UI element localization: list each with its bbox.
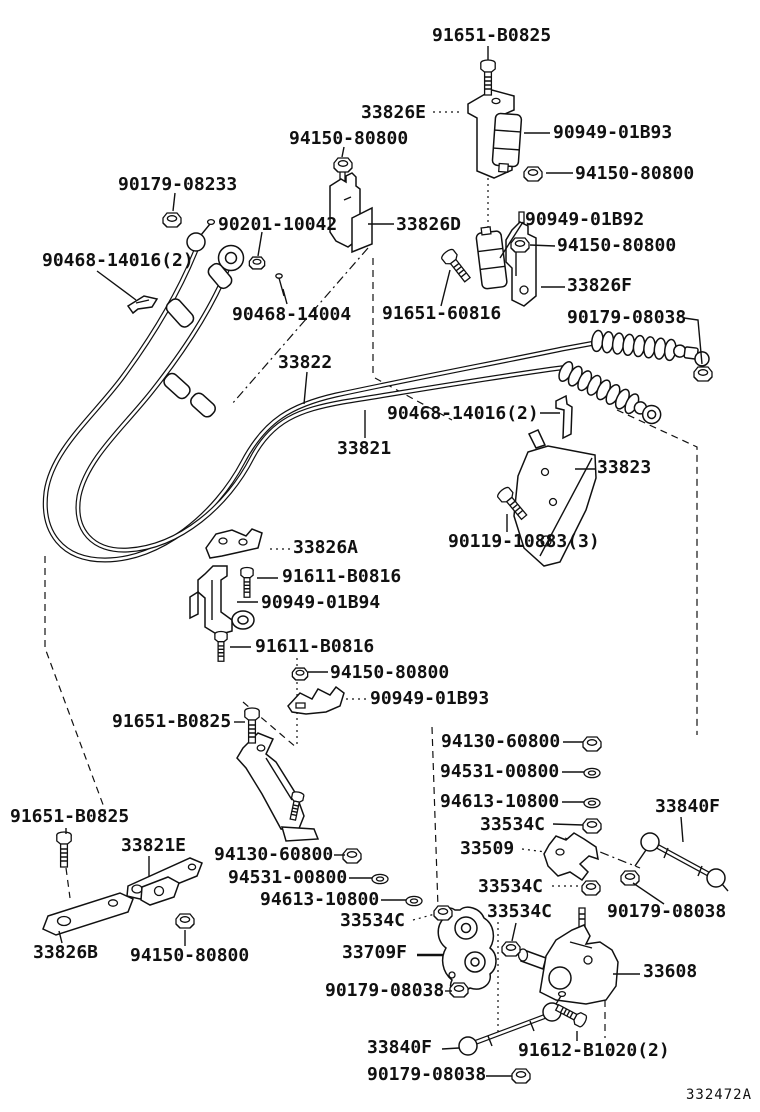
part-label-91651-b0825: 91651-B0825 — [10, 806, 130, 827]
part-label-33826e: 33826E — [361, 102, 427, 123]
part-label-94613-10800: 94613-10800 — [260, 889, 380, 910]
part-label-94150-80800: 94150-80800 — [289, 128, 409, 149]
part-label-33826a: 33826A — [293, 537, 359, 558]
lever-33509 — [544, 833, 598, 880]
part-label-94150-80800: 94150-80800 — [330, 662, 450, 683]
part-label-90179-08038: 90179-08038 — [325, 980, 445, 1001]
cable-boot-upper — [590, 330, 710, 367]
bracket-33826a — [206, 529, 262, 558]
part-label-91611-b0816: 91611-B0816 — [255, 636, 375, 657]
part-label-91651-60816: 91651-60816 — [382, 303, 502, 324]
part-label-94150-80800: 94150-80800 — [557, 235, 677, 256]
bracket-33826c — [237, 733, 318, 841]
part-label-90468-14004: 90468-14004 — [232, 304, 352, 325]
part-label-90119-10883(3): 90119-10883(3) — [448, 531, 600, 552]
bracket-33608 — [519, 908, 619, 1004]
part-label-94531-00800: 94531-00800 — [228, 867, 348, 888]
part-label-90179-08038: 90179-08038 — [607, 901, 727, 922]
part-label-33822: 33822 — [278, 352, 333, 373]
part-label-33821: 33821 — [337, 438, 392, 459]
bolt-91651-60816 — [440, 248, 473, 284]
part-label-94531-00800: 94531-00800 — [440, 761, 560, 782]
part-label-91611-b0816: 91611-B0816 — [282, 566, 402, 587]
part-label-332472a: 332472A — [686, 1087, 753, 1103]
part-label-90468-14016(2): 90468-14016(2) — [42, 250, 194, 271]
link-33821e — [127, 858, 202, 905]
bolt-91611-b0816-a — [241, 568, 253, 598]
part-label-90179-08038: 90179-08038 — [567, 307, 687, 328]
part-label-33534c: 33534C — [487, 901, 553, 922]
bolt-91611-b0816-b — [215, 632, 227, 662]
part-label-94150-80800: 94150-80800 — [575, 163, 695, 184]
part-label-33509: 33509 — [460, 838, 515, 859]
part-label-33826d: 33826D — [396, 214, 462, 235]
part-label-33534c: 33534C — [340, 910, 406, 931]
part-label-33840f: 33840F — [655, 796, 721, 817]
clip-90468-14016-b — [556, 396, 572, 438]
part-label-94613-10800: 94613-10800 — [440, 791, 560, 812]
part-label-94130-60800: 94130-60800 — [214, 844, 334, 865]
part-label-90201-10042: 90201-10042 — [218, 214, 338, 235]
damper-90949-01b93-mid — [288, 687, 344, 714]
rod-33840f-upper — [635, 833, 728, 891]
cable-boot-lower — [556, 360, 665, 427]
bracket-33826d — [330, 168, 372, 252]
damper-90949-01b92 — [475, 226, 507, 290]
part-label-90179-08038: 90179-08038 — [367, 1064, 487, 1085]
part-label-33534c: 33534C — [480, 814, 546, 835]
part-label-90179-08233: 90179-08233 — [118, 174, 238, 195]
bracket-33826b — [43, 893, 133, 935]
part-label-90949-01b92: 90949-01B92 — [525, 209, 645, 230]
part-label-94130-60800: 94130-60800 — [441, 731, 561, 752]
damper-90949-01b93-top — [492, 113, 522, 173]
part-label-90468-14016(2): 90468-14016(2) — [387, 403, 539, 424]
part-label-33709f: 33709F — [342, 942, 408, 963]
part-label-33821e: 33821E — [121, 835, 187, 856]
part-label-33826f: 33826F — [567, 275, 633, 296]
part-label-90949-01b94: 90949-01B94 — [261, 592, 381, 613]
cable-ball-end — [187, 220, 214, 251]
cable-ferrules — [162, 261, 235, 419]
part-label-33823: 33823 — [597, 457, 652, 478]
part-label-91612-b1020(2): 91612-B1020(2) — [518, 1040, 670, 1061]
part-label-90949-01b93: 90949-01B93 — [553, 122, 673, 143]
part-label-33840f: 33840F — [367, 1037, 433, 1058]
part-label-94150-80800: 94150-80800 — [130, 945, 250, 966]
part-label-91651-b0825: 91651-B0825 — [112, 711, 232, 732]
part-label-91651-b0825: 91651-B0825 — [432, 25, 552, 46]
clip-90468-14016-a — [128, 296, 157, 313]
bolt-91651-b0825-left — [57, 832, 71, 867]
part-label-33534c: 33534C — [478, 876, 544, 897]
part-label-33826b: 33826B — [33, 942, 99, 963]
part-label-33608: 33608 — [643, 961, 698, 982]
part-label-90949-01b93: 90949-01B93 — [370, 688, 490, 709]
pin-90468-14004 — [276, 274, 284, 296]
